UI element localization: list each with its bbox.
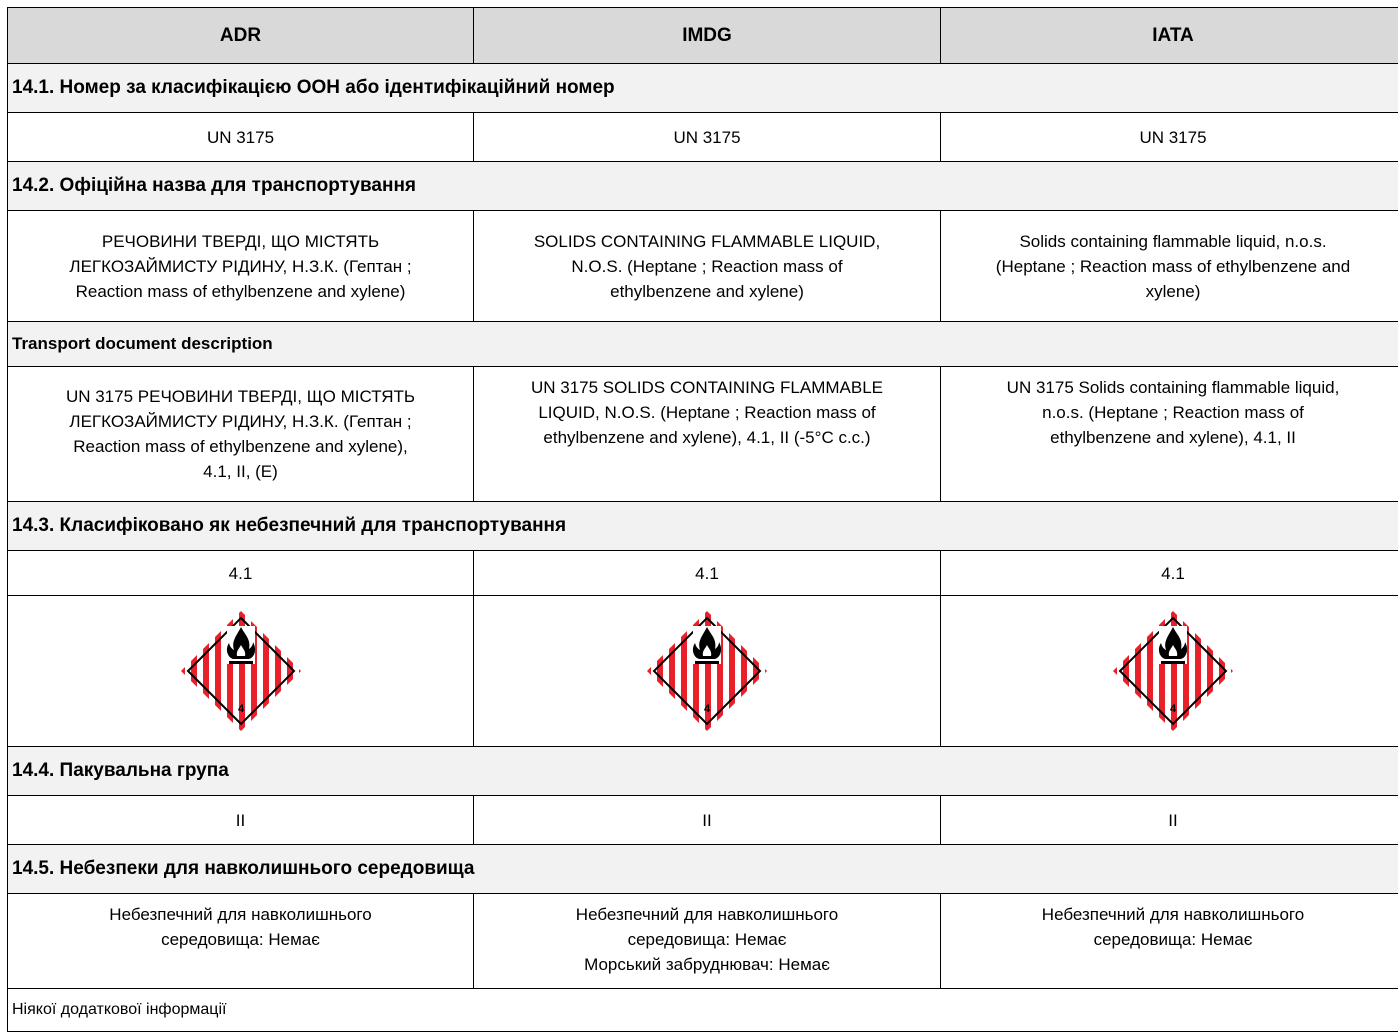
packing-group-iata: II	[941, 796, 1398, 845]
section-heading-row	[8, 162, 1398, 211]
text-line: 4.1, II, (E)	[12, 459, 469, 484]
text-line: ЛЕГКОЗАЙМИСТУ РІДИНУ, Н.З.К. (Гептан ;	[12, 254, 469, 279]
text-line: Небезпечний для навколишнього	[478, 902, 936, 927]
table-row	[8, 551, 1398, 596]
text-line: (Heptane ; Reaction mass of ethylbenzene and	[945, 254, 1398, 279]
table-row	[8, 211, 1398, 322]
pictogram-row	[8, 596, 1398, 747]
section-title-14-5: 14.5. Небезпеки для навколишнього середовища	[8, 845, 1398, 894]
text-line: LIQUID, N.O.S. (Heptane ; Reaction mass of	[478, 400, 936, 425]
shipping-name-iata	[941, 211, 1398, 322]
transport-document-title: Transport document description	[8, 322, 1398, 367]
text-line: Морський забруднювач: Немає	[478, 952, 936, 977]
section-heading-row	[8, 64, 1398, 113]
text-line: ethylbenzene and xylene), 4.1, II (-5°C c.c.)	[478, 425, 936, 450]
hazard-class-number: 4	[237, 703, 244, 715]
packing-group-imdg: II	[474, 796, 941, 845]
section-title-14-4: 14.4. Пакувальна група	[8, 747, 1398, 796]
table-row	[8, 894, 1398, 989]
environment-hazard-imdg	[474, 894, 941, 989]
environment-hazard-adr	[8, 894, 474, 989]
hazard-class-iata: 4.1	[941, 551, 1398, 596]
shipping-name-imdg	[474, 211, 941, 322]
hazard-class-number: 4	[1170, 703, 1177, 715]
text-line: ethylbenzene and xylene), 4.1, II	[945, 425, 1398, 450]
transport-doc-adr	[8, 367, 474, 502]
column-header-iata: IATA	[941, 8, 1398, 64]
text-line: Небезпечний для навколишнього	[945, 902, 1398, 927]
text-line: SOLIDS CONTAINING FLAMMABLE LIQUID,	[478, 229, 936, 254]
section-heading-row	[8, 845, 1398, 894]
text-line: середовища: Немає	[12, 927, 469, 952]
hazard-class-imdg: 4.1	[474, 551, 941, 596]
subsection-heading-row	[8, 322, 1398, 367]
pictogram-cell-imdg	[474, 596, 941, 747]
additional-info-note: Ніякої додаткової інформації	[8, 989, 1398, 1032]
column-header-imdg: IMDG	[474, 8, 941, 64]
text-line: ЛЕГКОЗАЙМИСТУ РІДИНУ, Н.З.К. (Гептан ;	[12, 409, 469, 434]
transport-doc-iata	[941, 367, 1398, 502]
table-row	[8, 367, 1398, 502]
transport-doc-imdg	[474, 367, 941, 502]
text-line: Reaction mass of ethylbenzene and xylene)	[12, 279, 469, 304]
hazard-class-4-1-flammable-solid-icon	[945, 609, 1398, 733]
un-number-adr: UN 3175	[8, 113, 474, 162]
un-number-iata: UN 3175	[941, 113, 1398, 162]
text-line: Небезпечний для навколишнього	[12, 902, 469, 927]
hazard-class-4-1-flammable-solid-icon	[12, 609, 469, 733]
environment-hazard-iata	[941, 894, 1398, 989]
text-line: середовища: Немає	[945, 927, 1398, 952]
section-title-14-2: 14.2. Офіційна назва для транспортування	[8, 162, 1398, 211]
section-heading-row	[8, 502, 1398, 551]
text-line: UN 3175 Solids containing flammable liquid,	[945, 375, 1398, 400]
text-line: середовища: Немає	[478, 927, 936, 952]
hazard-class-4-1-flammable-solid-icon	[478, 609, 936, 733]
text-line: ethylbenzene and xylene)	[478, 279, 936, 304]
un-number-imdg: UN 3175	[474, 113, 941, 162]
text-line: N.O.S. (Heptane ; Reaction mass of	[478, 254, 936, 279]
text-line: UN 3175 РЕЧОВИНИ ТВЕРДІ, ЩО МІСТЯТЬ	[12, 384, 469, 409]
section-title-14-3: 14.3. Класифіковано як небезпечний для транспортування	[8, 502, 1398, 551]
shipping-name-adr	[8, 211, 474, 322]
section-heading-row	[8, 747, 1398, 796]
transport-info-table	[7, 7, 1398, 1032]
hazard-class-adr: 4.1	[8, 551, 474, 596]
header-row	[8, 8, 1398, 64]
text-line: xylene)	[945, 279, 1398, 304]
text-line: РЕЧОВИНИ ТВЕРДІ, ЩО МІСТЯТЬ	[12, 229, 469, 254]
table-row	[8, 113, 1398, 162]
column-header-adr: ADR	[8, 8, 474, 64]
text-line: n.o.s. (Heptane ; Reaction mass of	[945, 400, 1398, 425]
hazard-class-number: 4	[704, 703, 711, 715]
packing-group-adr: II	[8, 796, 474, 845]
pictogram-cell-adr	[8, 596, 474, 747]
note-row	[8, 989, 1398, 1032]
text-line: Reaction mass of ethylbenzene and xylene),	[12, 434, 469, 459]
text-line: Solids containing flammable liquid, n.o.s.	[945, 229, 1398, 254]
pictogram-cell-iata	[941, 596, 1398, 747]
table-row	[8, 796, 1398, 845]
text-line: UN 3175 SOLIDS CONTAINING FLAMMABLE	[478, 375, 936, 400]
section-title-14-1: 14.1. Номер за класифікацією ООН або ідентифікаційний номер	[8, 64, 1398, 113]
